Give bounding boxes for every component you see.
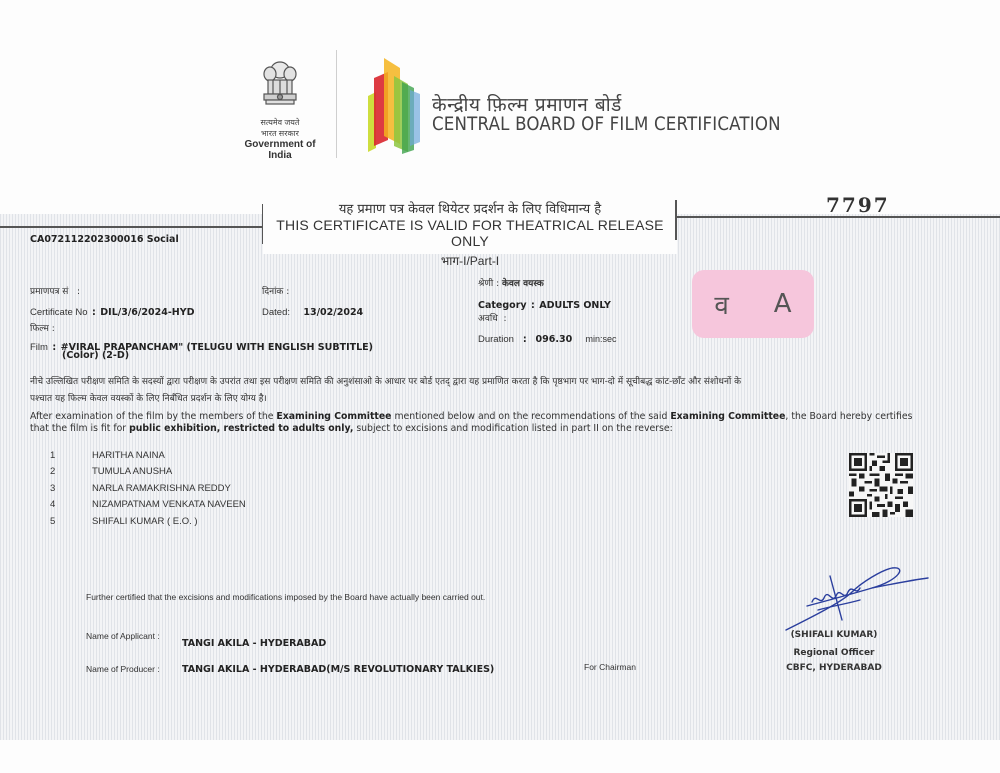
statement-bold: Examining Committee: [670, 411, 786, 422]
member-number: 1: [50, 450, 56, 461]
statement-text: After examination of the film by the members of the: [30, 411, 277, 422]
signatory-office: CBFC, HYDERABAD: [786, 663, 882, 673]
member-name: NIZAMPATNAM VENKATA NAVEEN: [92, 499, 246, 510]
certificate-number: DIL/3/6/2024-HYD: [100, 307, 195, 318]
category-row-hindi: [478, 276, 544, 289]
rating-hindi: व: [714, 291, 729, 321]
duration-unit: min:sec: [585, 334, 617, 344]
cert-no-label: Certificate No: [30, 307, 88, 318]
date-label-hindi: [262, 284, 289, 297]
statement-bold: Examining Committee: [276, 411, 392, 422]
colon: :: [522, 334, 527, 345]
film-label-hindi: [30, 321, 55, 334]
member-name: TUMULA ANUSHA: [92, 466, 173, 477]
statement-text: , the Board hereby certifies that the film is fit for: [30, 411, 913, 434]
cbfc-title-hindi: केन्द्रीय फ़िल्म प्रमाणन बोर्ड: [432, 94, 622, 116]
member-number: 4: [50, 499, 56, 510]
rating-english: A: [773, 289, 792, 319]
cbfc-flags-logo-icon: [360, 56, 426, 156]
certificate-number-row: [30, 302, 194, 320]
emblem-motto: सत्यमेव जयते: [260, 118, 300, 127]
colon: :: [531, 300, 535, 311]
colon: :: [503, 314, 507, 324]
for-chairman-label: For Chairman: [584, 662, 636, 672]
statement-bold: public exhibition, restricted to adults only,: [129, 423, 354, 434]
banner-tick-right: [675, 200, 677, 240]
cert-no-label-hindi-text: प्रमाणपत्र सं: [30, 287, 69, 297]
validity-hindi: यह प्रमाण पत्र केवल थियेटर प्रदर्शन के लिए विधिमान्य है: [338, 202, 602, 217]
member-name: HARITHA NAINA: [92, 450, 165, 461]
serial-number: 7797: [826, 193, 890, 217]
film-title: #VIRAL PRAPANCHAM" (TELUGU WITH ENGLISH SUBTITLE): [60, 342, 373, 353]
producer-label: Name of Producer :: [86, 664, 160, 674]
duration-row: [478, 329, 617, 347]
colon: :: [76, 287, 81, 297]
certificate-date: 13/02/2024: [303, 307, 364, 318]
duration-label: Duration: [478, 334, 514, 345]
banner-rule-left: [0, 226, 264, 228]
colon: :: [51, 324, 55, 334]
duration-label-hindi-text: अवधि: [478, 314, 498, 324]
date-row: [262, 302, 363, 320]
signatory-designation: Regional Officer: [793, 648, 875, 658]
gov-english-label: Government of India: [244, 139, 316, 161]
member-number: 5: [50, 516, 56, 527]
cert-no-label-hindi: [30, 284, 80, 297]
category-hindi: केवल वयस्क: [502, 279, 544, 289]
member-number: 2: [50, 466, 56, 477]
film-format: (Color) (2-D): [62, 350, 130, 361]
gov-hindi-label: भारत सरकार: [261, 129, 299, 138]
colon: :: [52, 342, 57, 353]
signature-icon: [782, 562, 932, 632]
header-divider: [336, 50, 337, 158]
signatory-name: (SHIFALI KUMAR): [790, 630, 878, 640]
member-name: SHIFALI KUMAR ( E.O. ): [92, 516, 198, 527]
rating-badge: [692, 270, 814, 338]
cbfc-title-english: CENTRAL BOARD OF FILM CERTIFICATION: [432, 114, 781, 135]
part-label: भाग-I/Part-I: [440, 254, 500, 268]
bottom-margin: [0, 740, 1000, 773]
member-name: NARLA RAMAKRISHNA REDDY: [92, 483, 231, 494]
category-label-hindi: श्रेणी: [478, 279, 494, 289]
statement-english: [30, 411, 930, 435]
date-label: Dated: [262, 307, 288, 318]
committee-member-list: [50, 450, 350, 540]
category-label: Category: [478, 300, 527, 311]
qr-code-icon[interactable]: [849, 453, 913, 517]
statement-text: subject to excisions and modification listed in part II on the reverse:: [353, 423, 673, 434]
applicant-label: Name of Applicant :: [86, 631, 160, 641]
statement-hindi-line1: नीचे उल्लिखित परीक्षण समिति के सदस्यों द्वारा परीक्षण के उपरांत तथा इस परीक्षण समिति की अनुशंसाओ के आधार पर बोर्ड एतद् द्वारा यह प्रमाणित करता है कि पृष्ठभाग पर भाग-दो में सूचीबद्ध कांट-छाँट और संशोधनों के: [30, 377, 742, 387]
category-value: ADULTS ONLY: [539, 300, 611, 311]
statement-hindi-line2: पश्चात यह फिल्म केवल वयस्कों के लिए निर्बंधित प्रदर्शन के लिए योग्य है।: [30, 394, 267, 404]
duration-label-hindi: [478, 311, 507, 324]
film-label: Film: [30, 342, 48, 353]
colon: :: [286, 287, 290, 297]
national-emblem-icon: [244, 58, 316, 116]
film-label-hindi-text: फिल्म: [30, 324, 49, 334]
member-number: 3: [50, 483, 56, 494]
colon: :: [92, 307, 96, 318]
applicant-name: TANGI AKILA - HYDERABAD: [182, 638, 327, 649]
statement-hindi: [30, 374, 960, 408]
producer-name: TANGI AKILA - HYDERABAD(M/S REVOLUTIONARY TALKIES): [182, 664, 495, 675]
validity-english: THIS CERTIFICATE IS VALID FOR THEATRICAL RELEASE ONLY: [276, 217, 664, 249]
signatory-block: [770, 628, 898, 676]
statement-text: mentioned below and on the recommendations of the said: [391, 411, 671, 422]
colon: :: [287, 307, 290, 318]
validity-banner: [263, 196, 677, 268]
further-certified-text: Further certified that the excisions and modifications imposed by the Board have actually been carried out.: [86, 592, 486, 602]
government-emblem-block: [244, 58, 316, 161]
date-label-hindi-text: दिनांक: [262, 287, 284, 297]
colon: :: [496, 279, 500, 289]
reference-number: CA072112202300016 Social: [30, 234, 179, 245]
duration-value: 096.30: [535, 334, 573, 345]
